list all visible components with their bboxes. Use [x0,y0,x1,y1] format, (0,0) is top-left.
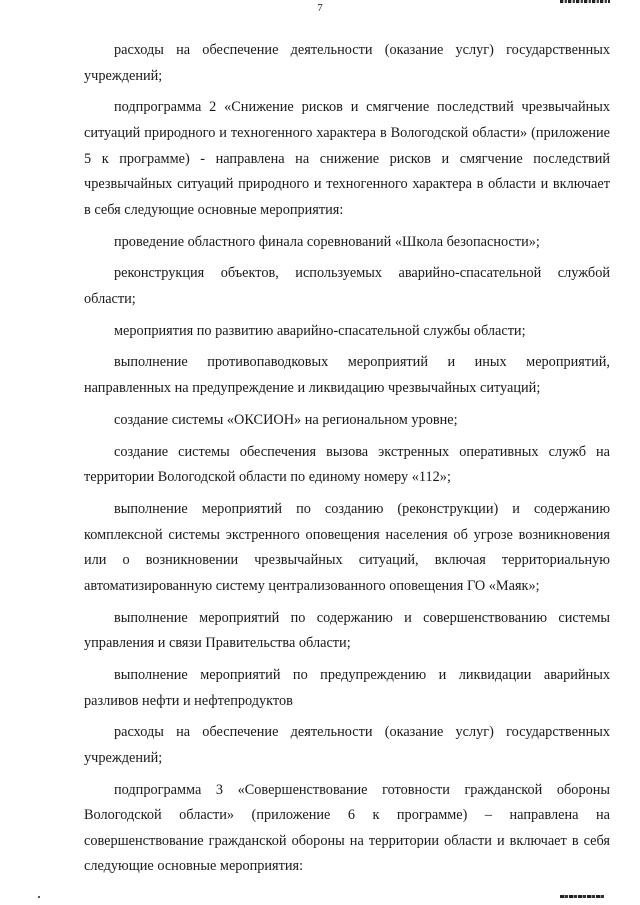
paragraph: мероприятия по развитию аварийно-спасательной службы области; [114,322,526,339]
scan-artifact-dot [38,896,40,898]
paragraph: расходы на обеспечение деятельности (оказание услуг) государственных учреждений; [84,724,610,766]
paragraph: выполнение мероприятий по предупреждению и ликвидации аварийных разливов нефти и нефтепродуктов [84,666,610,709]
paragraph: реконструкция объектов, используемых аварийно-спасательной службой области; [84,265,610,307]
document-body [84,38,610,880]
paragraph: выполнение противопаводковых мероприятий и иных мероприятий, направленных на предупреждение и ликвидацию чрезвычайных ситуаций; [84,354,610,397]
paragraph: подпрограмма 2 «Снижение рисков и смягчение последствий чрезвычайных ситуаций природного и техногенного характера в Вологодской области» (приложение 5 к программе) - направлена на снижение рисков и смягчение последствий чрезвычайных ситуаций природного и техногенного характера в области и включает в себя следующие основные мероприятия: [84,99,610,218]
paragraph: выполнение мероприятий по созданию (реконструкции) и содержанию комплексной системы экстренного оповещения населения об угрозе возникновения или о возникновении чрезвычайных ситуаций, включая территориальную автоматизированную систему централизованного оповещения ГО «Маяк»; [84,501,610,594]
scan-artifact-bottom [560,895,604,898]
paragraph: создание системы обеспечения вызова экстренных оперативных служб на территории Вологодской области по единому номеру «112»; [84,443,610,486]
page-number: 7 [317,2,323,14]
paragraph: подпрограмма 3 «Совершенствование готовности гражданской обороны Вологодской области» (приложение 6 к программе) – направлена на совершенствование гражданской обороны на территории области и включает в себя следующие основные мероприятия: [84,781,610,875]
paragraph: выполнение мероприятий по содержанию и совершенствованию системы управления и связи Правительства области; [84,609,610,652]
paragraph: расходы на обеспечение деятельности (оказание услуг) государственных учреждений; [84,42,610,84]
paragraph: создание системы «ОКСИОН» на региональном уровне; [114,411,458,428]
paragraph: проведение областного финала соревнований «Школа безопасности»; [114,233,540,250]
